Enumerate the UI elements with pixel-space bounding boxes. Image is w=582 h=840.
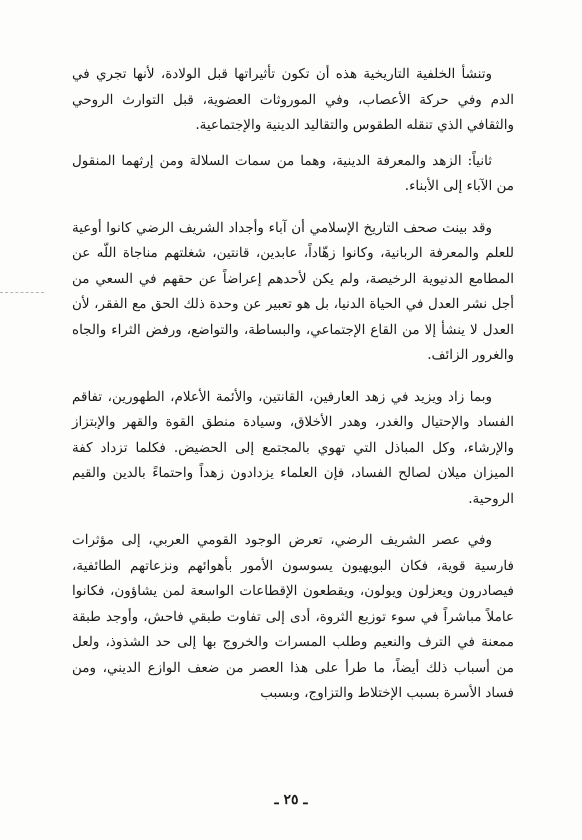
paragraph-heritage: وتنشأ الخلفية التاريخية هذه أن تكون تأثيراتها قبل الولادة، لأنها تجري في الدم وفي حركة الأعصاب، وفي الموروثات العضوية، قبل التوارث الروحي والثقافي الذي تنقله الطقوس والتقاليد الدينية والإجتماعية.	[72, 66, 514, 133]
paragraph-era: وفي عصر الشريف الرضي، تعرض الوجود القومي العربي، إلى مؤثرات فارسية قوية، فكان البويهيون يسوسون الأمور بأهوائهم ونزعاتهم الطائفية، فيصادرون ويعزلون ويولون، ويقطعون الإقطاعات الواسعة لمن يشاؤون، فكانوا عاملاً مباشراً في سوء توزيع الثروة، أدى إلى تفاوت طبقي فاحش، وأوجد طبقة ممعنة في الترف والنعيم وطلب المسرات والخروج بها إلى حد الشذوذ، ولعل من أسباب ذلك أيضاً، ما طرأ على هذا العصر من ضعف الوازع الديني، ومن فساد الأسرة بسبب الإختلاط والتزاوج، وبسبب	[72, 532, 514, 701]
page-number: ـ ٢٥ ـ	[274, 792, 308, 808]
scan-margin-mark	[0, 292, 44, 293]
text-column	[72, 62, 514, 717]
paragraph-ancestors: وقد بينت صحف التاريخ الإسلامي أن آباء وأجداد الشريف الرضي كانوا أوعية للعلم والمعرفة الربانية، وكانوا زهّاداً، عابدين، قانتين، شغلتهم مناجاة اللّه عن المطامع الدنيوية الرخيصة، ولم يكن لأحدهم إعراضاً عن حقهم في السعي من أجل نشر العدل في الحياة الدنيا، بل هو تعبير عن وحدة ذلك الحق مع الفقر، لأن العدل لا ينشأ إلا من القاع الإجتماعي، والبساطة، والتواضع، ورفض الثراء والجاه والغرور الزائف.	[72, 219, 514, 363]
paragraph-asceticism: وبما زاد ويزيد في زهد العارفين، القانتين، والأئمة الأعلام، الطهورين، تفاقم الفساد والإحتيال والغدر، وهدر الأخلاق، وسيادة منطق القوة والقهر والإبتزاز والإرشاء، وكل المباذل التي تهوي بالمجتمع إلى الحضيض. فكلما تزداد كفة الميزان ميلان لصالح الفساد، فإن العلماء يزدادون زهداً واحتماءً بالدين والقيم الروحية.	[72, 388, 514, 507]
paragraph-second-point: ثانياً: الزهد والمعرفة الدينية، وهما من سمات السلالة ومن إرثهما المنقول من الآباء إلى الأبناء.	[72, 152, 514, 194]
